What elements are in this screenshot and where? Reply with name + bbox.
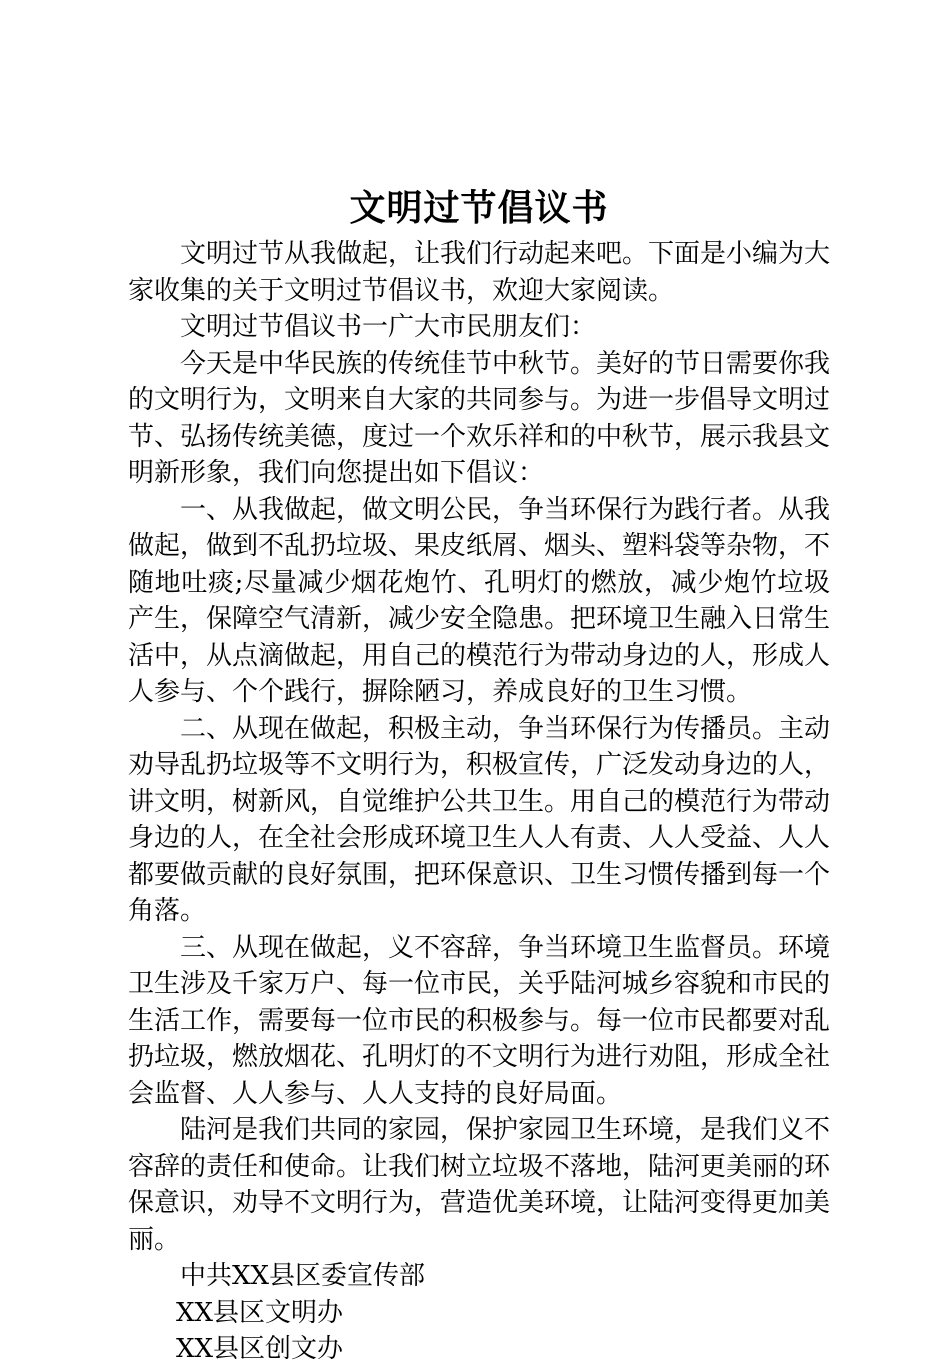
proposal-three: 三、从现在做起，义不容辞，争当环境卫生监督员。环境卫生涉及千家万户、每一位市民，关乎陆河城乡容貌和市民的生活工作，需要每一位市民的积极参与。每一位市民都要对乱扔垃圾，燃放烟花、孔明灯的不文明行为进行劝阻，形成全社会监督、人人参与、人人支持的良好局面。 — [128, 932, 831, 1109]
salutation: 文明过节倡议书一广大市民朋友们： — [180, 312, 597, 342]
proposal-two: 二、从现在做起，积极主动，争当环保行为传播员。主动劝导乱扔垃圾等不文明行为，积极宣传，广泛发动身边的人，讲文明，树新风，自觉维护公共卫生。用自己的模范行为带动身边的人，在全社会形成环境卫生人人有责、人人受益、人人都要做贡献的良好氛围，把环保意识、卫生习惯传播到每一个角落。 — [128, 713, 831, 926]
signature-creation-office: XX县区创文办 — [176, 1334, 344, 1364]
document-title: 文明过节倡议书 — [349, 187, 609, 229]
document-page — [128, 180, 830, 1368]
intro-paragraph: 文明过节从我做起，让我们行动起来吧。下面是小编为大家收集的关于文明过节倡议书，欢迎大家阅读。 — [128, 239, 831, 306]
signature-civilization-office: XX县区文明办 — [176, 1297, 344, 1328]
proposal-one: 一、从我做起，做文明公民，争当环保行为践行者。从我做起，做到不乱扔垃圾、果皮纸屑、烟头、塑料袋等杂物，不随地吐痰;尽量减少烟花炮竹、孔明灯的燃放，减少炮竹垃圾产生，保障空气清新，减少安全隐患。把环境卫生融入日常生活中，从点滴做起，用自己的模范行为带动身边的人，形成人人参与、个个践行，摒除陋习，养成良好的卫生习惯。 — [128, 494, 831, 707]
signature-propaganda-dept: 中共XX县区委宣传部 — [180, 1261, 426, 1291]
body-paragraph: 今天是中华民族的传统佳节中秋节。美好的节日需要你我的文明行为，文明来自大家的共同参与。为进一步倡导文明过节、弘扬传统美德，度过一个欢乐祥和的中秋节，展示我县文明新形象，我们向您提出如下倡议： — [128, 348, 831, 488]
closing-paragraph: 陆河是我们共同的家园，保护家园卫生环境，是我们义不容辞的责任和使命。让我们树立垃圾不落地，陆河更美丽的环保意识，劝导不文明行为，营造优美环境，让陆河变得更加美丽。 — [128, 1115, 831, 1255]
